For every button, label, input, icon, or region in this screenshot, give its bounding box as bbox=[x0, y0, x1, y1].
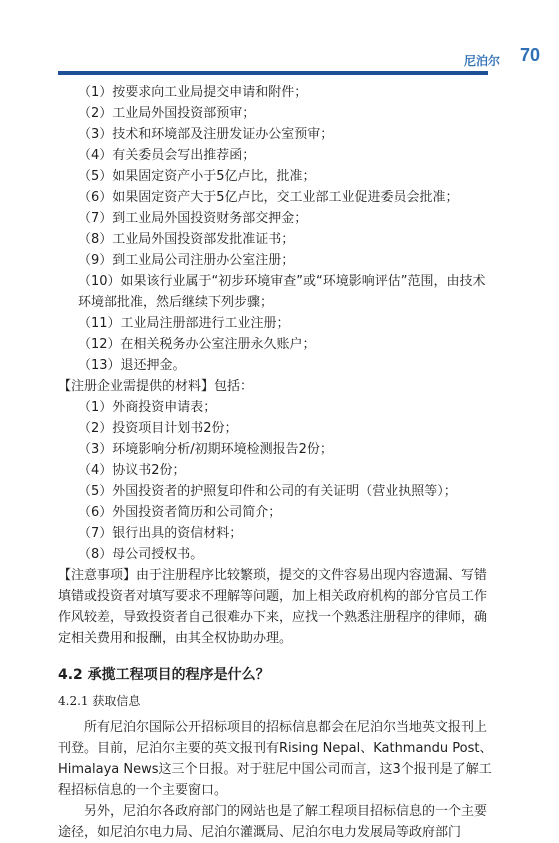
list-item: （2）投资项目计划书2份； bbox=[78, 421, 238, 436]
list-item: （13）退还押金。 bbox=[78, 358, 186, 373]
list-item: （6）如果固定资产大于5亿卢比，交工业部工业促进委员会批准； bbox=[78, 190, 459, 205]
header-country: 尼泊尔 bbox=[463, 54, 500, 68]
list-item: （4）有关委员会写出推荐函； bbox=[78, 148, 256, 163]
spacer bbox=[58, 649, 498, 653]
list-item: （6）外国投资者简历和公司简介； bbox=[78, 505, 282, 520]
note-paragraph: 【注意事项】由于注册程序比较繁琐，提交的文件容易出现内容遗漏、写错填错或投资者对填写要求不理解等问题，加上相关政府机构的部分官员工作作风较差，导致投资者自己很难办下来，应找一个熟悉注册程序的律师，确定相关费用和报酬，由其全权协助办理。 bbox=[58, 568, 488, 646]
list-item: （8）工业局外国投资部发批准证书； bbox=[78, 232, 295, 247]
body-paragraph-2: 另外，尼泊尔各政府部门的网站也是了解工程项目招标信息的一个主要途径，如尼泊尔电力局、尼泊尔灌溉局、尼泊尔电力发展局等政府部门 bbox=[58, 804, 488, 840]
list-item: （3）技术和环境部及注册发证办公室预审； bbox=[78, 127, 334, 142]
page-header bbox=[58, 44, 540, 74]
header-rule bbox=[58, 71, 488, 75]
list-item: （5）外国投资者的护照复印件和公司的有关证明（营业执照等）； bbox=[78, 484, 457, 499]
list-item: （1）按要求向工业局提交申请和附件； bbox=[78, 85, 308, 100]
steps-list bbox=[58, 82, 498, 376]
list-item: （8）母公司授权书。 bbox=[78, 547, 204, 562]
list-item: （10）如果该行业属于“初步环境审查”或“环境影响评估”范围，由技术环境部批准，然后继续下列步骤； bbox=[78, 274, 486, 310]
list-item: （5）如果固定资产小于5亿卢比，批准； bbox=[78, 169, 316, 184]
document-content bbox=[58, 82, 498, 843]
section-title: 4.2 承揽工程项目的程序是什么？ bbox=[58, 667, 270, 683]
list-item: （9）到工业局公司注册办公室注册； bbox=[78, 253, 295, 268]
list-item: （11）工业局注册部进行工业注册； bbox=[78, 316, 290, 331]
subsection-title: 4.2.1 获取信息 bbox=[58, 694, 141, 708]
list-item: （2）工业局外国投资部预审； bbox=[78, 106, 256, 121]
materials-list bbox=[58, 397, 498, 565]
list-item: （7）到工业局外国投资财务部交押金； bbox=[78, 211, 308, 226]
materials-heading: 【注册企业需提供的材料】包括： bbox=[58, 379, 254, 394]
list-item: （7）银行出具的资信材料； bbox=[78, 526, 243, 541]
list-item: （12）在相关税务办公室注册永久账户； bbox=[78, 337, 316, 352]
list-item: （1）外商投资申请表； bbox=[78, 400, 217, 415]
page-number: 70 bbox=[519, 45, 540, 65]
list-item: （4）协议书2份； bbox=[78, 463, 186, 478]
list-item: （3）环境影响分析/初期环境检测报告2份； bbox=[78, 442, 333, 457]
body-paragraph-1: 所有尼泊尔国际公开招标项目的招标信息都会在尼泊尔当地英文报刊上刊登。目前，尼泊尔主要的英文报刊有Rising Nepal、Kathmandu Post、Himalaya News这三个日报。对于驻尼中国公司而言，这3个报刊是了解工程招标信息的一个主要窗口。 bbox=[58, 720, 493, 798]
